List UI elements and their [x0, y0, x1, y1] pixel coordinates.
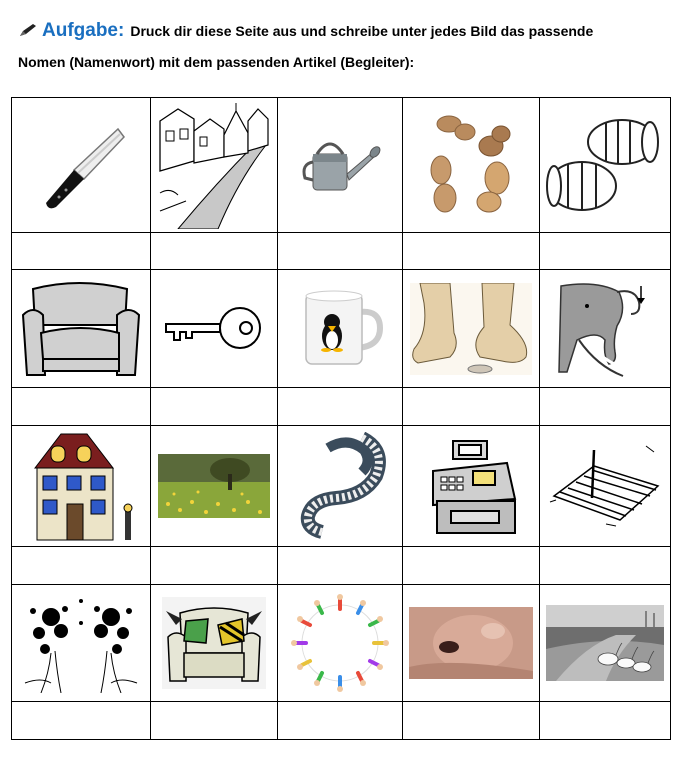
worksheet-header [18, 20, 668, 70]
answer-cell[interactable] [278, 702, 403, 740]
ink-blot-picture [12, 585, 151, 702]
writing-row [12, 233, 671, 270]
answer-cell[interactable] [151, 702, 278, 740]
geese-picture [540, 585, 671, 702]
picture-row [12, 426, 671, 547]
picture-row [12, 98, 671, 233]
answer-cell[interactable] [403, 388, 540, 426]
meadow-photo [158, 454, 270, 518]
sofa-icon [162, 597, 266, 689]
meadow-picture [151, 426, 278, 547]
raft-picture [540, 426, 671, 547]
answer-cell[interactable] [540, 702, 671, 740]
knife-picture [12, 98, 151, 233]
geese-photo [546, 605, 664, 681]
house-picture [12, 426, 151, 547]
answer-cell[interactable] [12, 233, 151, 270]
elephant-icon [557, 280, 653, 378]
tape-measure-icon [292, 432, 388, 540]
answer-cell[interactable] [12, 702, 151, 740]
answer-cell[interactable] [278, 233, 403, 270]
street-picture [151, 98, 278, 233]
answer-cell[interactable] [540, 388, 671, 426]
sofa-picture [151, 585, 278, 702]
elephant-picture [540, 270, 671, 388]
answer-cell[interactable] [540, 547, 671, 585]
picture-grid [11, 97, 671, 740]
cash-register-picture [403, 426, 540, 547]
answer-cell[interactable] [12, 388, 151, 426]
peanuts-picture [403, 98, 540, 233]
knife-icon [26, 115, 136, 215]
answer-cell[interactable] [403, 702, 540, 740]
answer-cell[interactable] [151, 547, 278, 585]
picture-row [12, 585, 671, 702]
mug-picture [278, 270, 403, 388]
answer-cell[interactable] [151, 233, 278, 270]
feet-drawing [410, 283, 532, 375]
street-drawing [158, 101, 270, 229]
key-picture [151, 270, 278, 388]
answer-cell[interactable] [278, 388, 403, 426]
pencil-icon [18, 23, 38, 37]
peanuts-icon [421, 110, 521, 220]
writing-row [12, 702, 671, 740]
cash-register-icon [423, 435, 519, 537]
barrels-picture [540, 98, 671, 233]
answer-cell[interactable] [12, 547, 151, 585]
watering-can-picture [278, 98, 403, 233]
armchair-picture [12, 270, 151, 388]
answer-cell[interactable] [278, 547, 403, 585]
ink-blot-drawing [21, 593, 141, 693]
answer-cell[interactable] [540, 233, 671, 270]
tape-measure-picture [278, 426, 403, 547]
answer-cell[interactable] [403, 547, 540, 585]
children-circle-picture [278, 585, 403, 702]
writing-row [12, 388, 671, 426]
writing-row [12, 547, 671, 585]
raft-icon [546, 442, 664, 530]
answer-cell[interactable] [151, 388, 278, 426]
barrels-icon [546, 110, 664, 220]
nose-photo [409, 607, 533, 679]
task-title: Aufgabe: [42, 20, 125, 41]
key-icon [162, 302, 266, 356]
instruction-line-1: Druck dir diese Seite aus und schreibe unter jedes Bild das passende [130, 23, 594, 39]
picture-row [12, 270, 671, 388]
answer-cell[interactable] [403, 233, 540, 270]
feet-picture [403, 270, 540, 388]
watering-can-icon [295, 130, 385, 200]
nose-picture [403, 585, 540, 702]
armchair-icon [19, 275, 143, 383]
children-circle-icon [290, 593, 390, 693]
mug-icon [294, 288, 386, 370]
instruction-line-2: Nomen (Namenwort) mit dem passenden Artikel (Begleiter): [18, 54, 415, 70]
house-icon [21, 428, 141, 544]
